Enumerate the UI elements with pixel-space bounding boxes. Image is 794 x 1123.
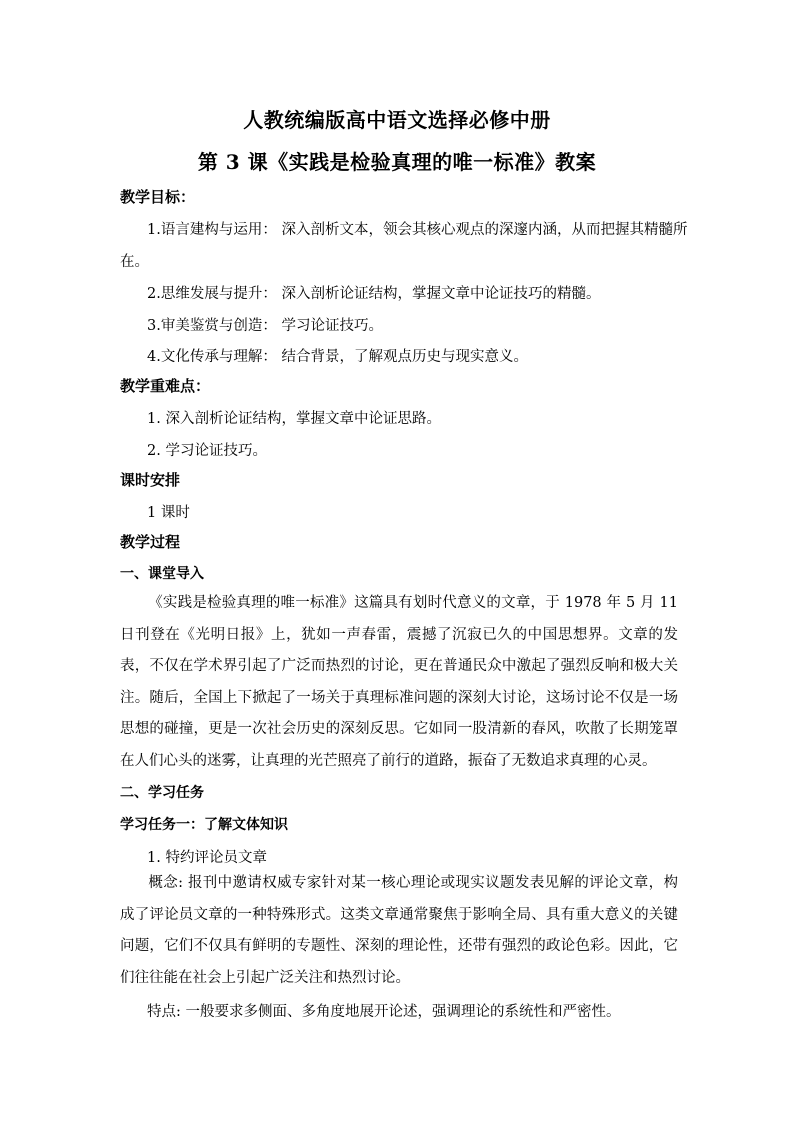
goal-3: 3.审美鉴赏与创造： 学习论证技巧。 — [147, 318, 383, 334]
intro-paragraph — [120, 588, 678, 777]
goal-1-line-1: 1.语言建构与运用： 深入剖析文本，领会其核心观点的深邃内涵，从而把握其精髓所 — [147, 222, 688, 238]
keypoints-heading: 教学重难点： — [120, 377, 211, 395]
intro-paragraph-text: 《实践是检验真理的唯一标准》这篇具有划时代意义的文章，于 1978 年 5 月 11 日刊登在《光明日报》上，犹如一声春雷，震撼了沉寂已久的中国思想界。文章的发表，不仅在学术界引起了广泛而热烈的讨论，更在普通民众中激起了强烈反响和极大关注。随后，全国上下掀起了一场关于真理标准问题的深刻大讨论，这场讨论不仅是一场思想的碰撞，更是一次社会历史的深刻反思。它如同一股清新的春风，吹散了长期笼罩在人们心头的迷雾，让真理的光芒照亮了前行的道路，振奋了无数追求真理的心灵。 — [120, 595, 678, 769]
concept-paragraph-text: 概念: 报刊中邀请权威专家针对某一核心理论或现实议题发表见解的评论文章，构成了评论员文章的一种特殊形式。这类文章通常聚焦于影响全局、具有重大意义的关键问题，它们不仅具有鲜明的专题性、深刻的理论性，还带有强烈的政论色彩。因此，它们往往能在社会上引起广泛关注和热烈讨论。 — [120, 875, 678, 986]
schedule-value: 1 课时 — [147, 505, 190, 521]
concept-paragraph — [120, 868, 678, 994]
task-1-item-1: 1. 特约评论员文章 — [147, 850, 267, 866]
keypoint-1: 1. 深入剖析论证结构，掌握文章中论证思路。 — [147, 411, 441, 427]
process-heading: 教学过程 — [120, 533, 181, 551]
schedule-heading: 课时安排 — [120, 471, 181, 489]
lesson-title: 第 3 课《实践是检验真理的唯一标准》教案 — [197, 150, 597, 174]
goals-heading: 教学目标： — [120, 188, 196, 206]
keypoint-2: 2. 学习论证技巧。 — [147, 443, 267, 459]
section-1-heading: 一、课堂导入 — [120, 566, 204, 582]
task-1-heading: 学习任务一：了解文体知识 — [120, 817, 288, 833]
goal-1-line-2: 在。 — [120, 254, 149, 270]
feature-paragraph: 特点: 一般要求多侧面、多角度地展开论述，强调理论的系统性和严密性。 — [147, 1004, 621, 1020]
document-title: 人教统编版高中语文选择必修中册 — [243, 108, 551, 132]
goal-2: 2.思维发展与提升： 深入剖析论证结构，掌握文章中论证技巧的精髓。 — [147, 286, 601, 302]
goal-4: 4.文化传承与理解： 结合背景，了解观点历史与现实意义。 — [147, 349, 528, 365]
section-2-heading: 二、学习任务 — [120, 785, 204, 801]
